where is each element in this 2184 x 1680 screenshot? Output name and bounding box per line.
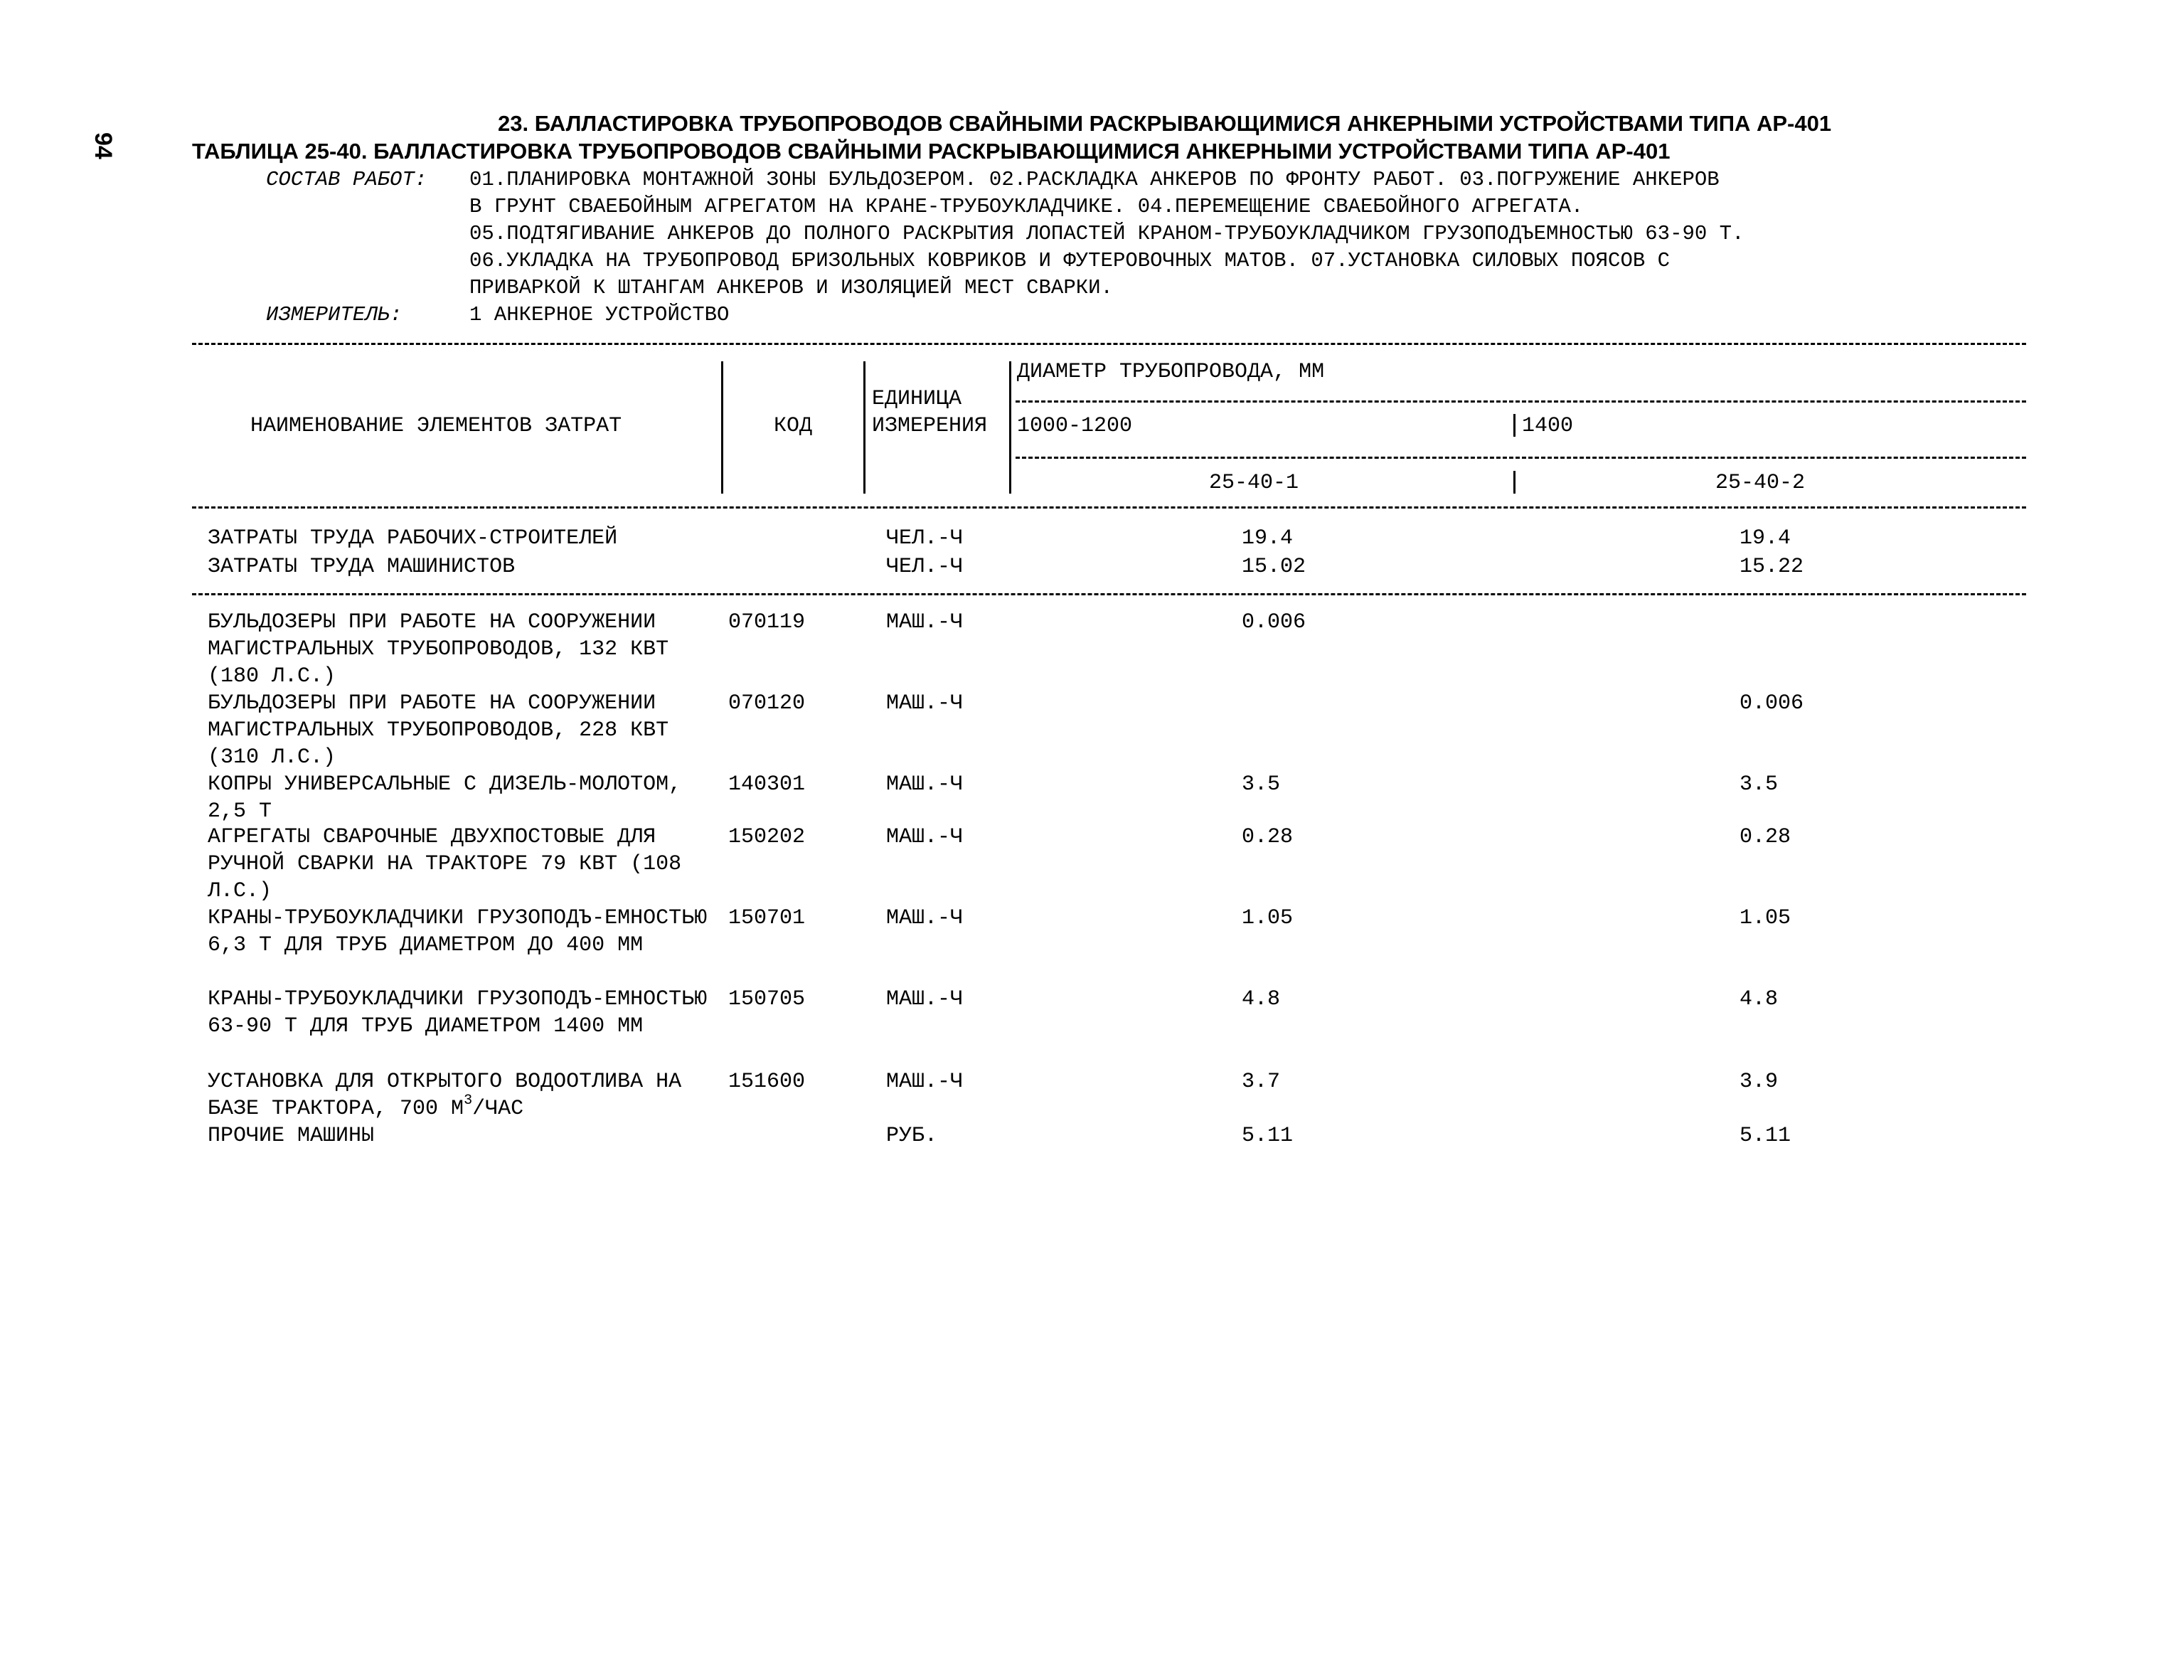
row-name-text: УСТАНОВКА ДЛЯ ОТКРЫТОГО ВОДООТЛИВА НА БАЗЕ ТРАКТОРА, 700 М xyxy=(208,1070,682,1121)
row-name: КРАНЫ-ТРУБОУКЛАДЧИКИ ГРУЗОПОДЪ-ЕМНОСТЬЮ 63-90 Т ДЛЯ ТРУБ ДИАМЕТРОМ 1400 ММ xyxy=(208,987,708,1038)
header-code-1: 25-40-1 xyxy=(1209,471,1299,495)
work-line: 01.ПЛАНИРОВКА МОНТАЖНОЙ ЗОНЫ БУЛЬДОЗЕРОМ. 02.РАСКЛАДКА АНКЕРОВ ПО ФРОНТУ РАБОТ. 03.ПОГРУЖЕНИЕ АНКЕРОВ xyxy=(469,168,1720,191)
work-line: В ГРУНТ СВАЕБОЙНЫМ АГРЕГАТОМ НА КРАНЕ-ТРУБОУКЛАДЧИКЕ. 04.ПЕРЕМЕЩЕНИЕ СВАЕБОЙНОГО АГРЕГАТА. xyxy=(469,195,1584,218)
header-unit: ИЗМЕРЕНИЯ xyxy=(872,414,988,438)
work-line: ПРИВАРКОЙ К ШТАНГАМ АНКЕРОВ И ИЗОЛЯЦИЕЙ МЕСТ СВАРКИ. xyxy=(469,276,1113,299)
row-code: 151600 xyxy=(728,1070,806,1094)
row-value-2: 19.4 xyxy=(1740,526,1791,551)
row-name xyxy=(208,1068,720,1122)
row-value-2: 1.05 xyxy=(1740,906,1791,930)
row-name: БУЛЬДОЗЕРЫ ПРИ РАБОТЕ НА СООРУЖЕНИИ МАГИСТРАЛЬНЫХ ТРУБОПРОВОДОВ, 132 КВТ (180 Л.С.) xyxy=(208,610,669,689)
row-value-2: 5.11 xyxy=(1740,1124,1791,1148)
column-separator xyxy=(1009,361,1011,494)
row-code: 150705 xyxy=(728,987,806,1011)
row-name: ЗАТРАТЫ ТРУДА МАШИНИСТОВ xyxy=(208,555,516,579)
row-value-2: 4.8 xyxy=(1740,987,1779,1011)
row-unit: РУБ. xyxy=(886,1124,938,1148)
row-name: ПРОЧИЕ МАШИНЫ xyxy=(208,1124,375,1148)
header-diameter-1: 1000-1200 xyxy=(1017,414,1133,438)
row-code: 150202 xyxy=(728,825,806,849)
row-unit: МАШ.-Ч xyxy=(886,906,964,930)
header-code: КОД xyxy=(774,414,813,438)
row-value-1: 5.11 xyxy=(1242,1124,1294,1148)
table-row xyxy=(0,553,2184,582)
table-row xyxy=(0,525,2184,553)
row-value-1: 3.5 xyxy=(1242,772,1281,797)
row-unit: ЧЕЛ.-Ч xyxy=(886,526,964,551)
row-value-2: 3.9 xyxy=(1740,1070,1779,1094)
row-code: 070120 xyxy=(728,691,806,716)
row-unit: ЧЕЛ.-Ч xyxy=(886,555,964,579)
row-name: АГРЕГАТЫ СВАРОЧНЫЕ ДВУХПОСТОВЫЕ ДЛЯ РУЧНОЙ СВАРКИ НА ТРАКТОРЕ 79 КВТ (108 Л.С.) xyxy=(208,825,682,903)
row-value-1: 0.006 xyxy=(1242,610,1306,634)
table-row xyxy=(0,986,2184,1038)
header-code-2: 25-40-2 xyxy=(1715,471,1806,495)
table-top-rule xyxy=(192,343,2026,345)
row-value-1: 15.02 xyxy=(1242,555,1306,579)
table-row xyxy=(0,1122,2184,1151)
work-line: 06.УКЛАДКА НА ТРУБОПРОВОД БРИЗОЛЬНЫХ КОВРИКОВ И ФУТЕРОВОЧНЫХ МАТОВ. 07.УСТАНОВКА СИЛОВЫХ ПОЯСОВ С xyxy=(469,249,1671,272)
measure-label: ИЗМЕРИТЕЛЬ: xyxy=(266,303,403,326)
row-value-1: 19.4 xyxy=(1242,526,1294,551)
column-separator xyxy=(1513,471,1516,494)
section-title: 23. БАЛЛАСТИРОВКА ТРУБОПРОВОДОВ СВАЙНЫМИ РАСКРЫВАЮЩИМИСЯ АНКЕРНЫМИ УСТРОЙСТВАМИ ТИПА АР-401 xyxy=(498,111,1832,136)
table-row xyxy=(0,771,2184,824)
row-value-2: 15.22 xyxy=(1740,555,1804,579)
section-rule xyxy=(192,593,2026,595)
row-code: 150701 xyxy=(728,906,806,930)
row-name: КОПРЫ УНИВЕРСАЛЬНЫЕ С ДИЗЕЛЬ-МОЛОТОМ, 2,5 Т xyxy=(208,772,682,824)
row-value-2: 3.5 xyxy=(1740,772,1779,797)
column-separator xyxy=(863,361,865,494)
table-title: ТАБЛИЦА 25-40. БАЛЛАСТИРОВКА ТРУБОПРОВОДОВ СВАЙНЫМИ РАСКРЫВАЮЩИМИСЯ АНКЕРНЫМИ УСТРОЙСТВАМИ ТИПА АР-401 xyxy=(192,139,1671,164)
row-value-2: 0.006 xyxy=(1740,691,1804,716)
row-name: БУЛЬДОЗЕРЫ ПРИ РАБОТЕ НА СООРУЖЕНИИ МАГИСТРАЛЬНЫХ ТРУБОПРОВОДОВ, 228 КВТ (310 Л.С.) xyxy=(208,691,669,770)
header-sub-rule xyxy=(1016,457,2026,459)
table-row xyxy=(0,609,2184,689)
row-name-tail: /ЧАС xyxy=(472,1097,524,1121)
column-separator xyxy=(1513,414,1516,437)
table-row xyxy=(0,824,2184,903)
row-unit: МАШ.-Ч xyxy=(886,691,964,716)
row-value-1: 0.28 xyxy=(1242,825,1294,849)
row-value-1: 4.8 xyxy=(1242,987,1281,1011)
row-unit: МАШ.-Ч xyxy=(886,825,964,849)
measure-value: 1 АНКЕРНОЕ УСТРОЙСТВО xyxy=(469,303,730,326)
row-name-sup: 3 xyxy=(464,1092,473,1109)
row-unit: МАШ.-Ч xyxy=(886,610,964,634)
row-value-1: 1.05 xyxy=(1242,906,1294,930)
header-diameter-2: 1400 xyxy=(1522,414,1574,438)
header-name: НАИМЕНОВАНИЕ ЭЛЕМЕНТОВ ЗАТРАТ xyxy=(250,414,622,438)
row-unit: МАШ.-Ч xyxy=(886,987,964,1011)
header-diameter: ДИАМЕТР ТРУБОПРОВОДА, ММ xyxy=(1017,360,1325,384)
column-separator xyxy=(721,361,723,494)
row-unit: МАШ.-Ч xyxy=(886,1070,964,1094)
header-unit: ЕДИНИЦА xyxy=(872,387,962,411)
work-line: 05.ПОДТЯГИВАНИЕ АНКЕРОВ ДО ПОЛНОГО РАСКРЫТИЯ ЛОПАСТЕЙ КРАНОМ-ТРУБОУКЛАДЧИКОМ ГРУЗОПОДЪЕМНОСТЬЮ 63-90 Т. xyxy=(469,222,1744,245)
table-row xyxy=(0,690,2184,770)
row-code: 070119 xyxy=(728,610,806,634)
work-label: СОСТАВ РАБОТ: xyxy=(266,168,427,191)
row-unit: МАШ.-Ч xyxy=(886,772,964,797)
row-code: 140301 xyxy=(728,772,806,797)
row-value-2: 0.28 xyxy=(1740,825,1791,849)
row-name: КРАНЫ-ТРУБОУКЛАДЧИКИ ГРУЗОПОДЪ-ЕМНОСТЬЮ 6,3 Т ДЛЯ ТРУБ ДИАМЕТРОМ ДО 400 ММ xyxy=(208,906,708,957)
table-row xyxy=(0,905,2184,957)
header-bottom-rule xyxy=(192,506,2026,509)
table-row xyxy=(0,1068,2184,1121)
page-number: 94 xyxy=(90,132,117,159)
row-value-1: 3.7 xyxy=(1242,1070,1281,1094)
row-name: ЗАТРАТЫ ТРУДА РАБОЧИХ-СТРОИТЕЛЕЙ xyxy=(208,526,618,551)
header-sub-rule xyxy=(1016,400,2026,403)
